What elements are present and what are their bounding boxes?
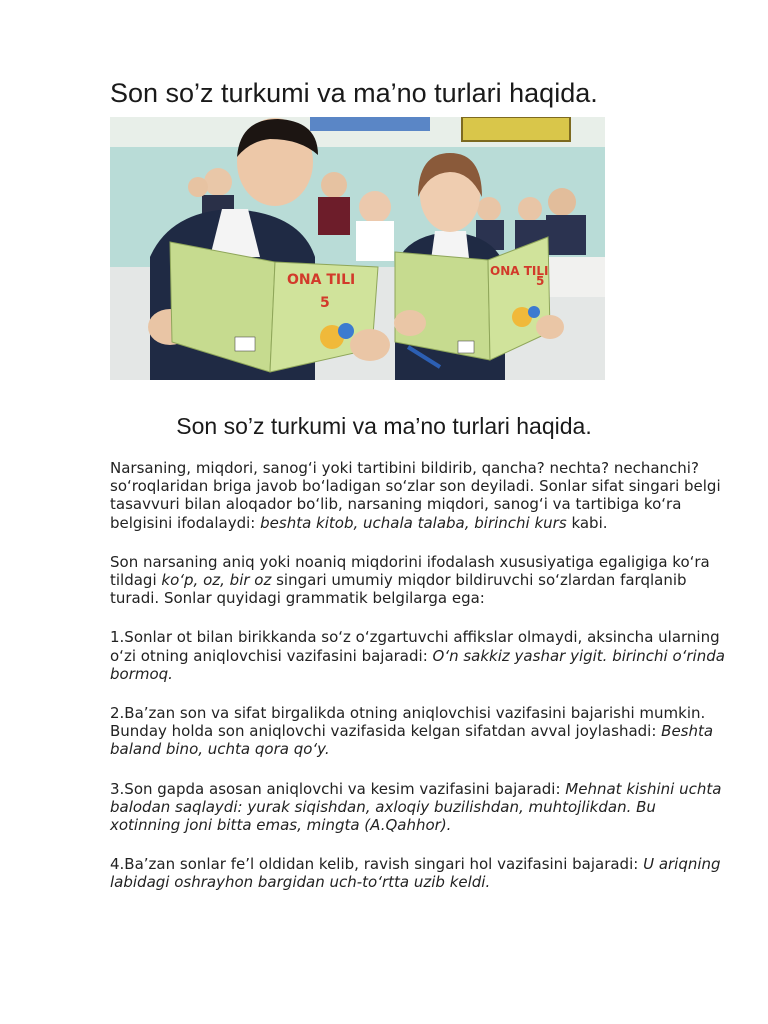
paragraph: 4.Ba’zan sonlar fe’l oldidan kelib, ravish singari hol vazifasini bajaradi: U ariqning labidagi oshrayhon bargidan uch-to‘rtta uzib keldi. xyxy=(110,855,721,892)
paragraph: Narsaning, miqdori, sanog‘i yoki tartibini bildirib, qancha? nechta? nechanchi? so‘roqlaridan briga javob bo‘ladigan so‘zlar son deyiladi. Sonlar sifat singari belgi tasavvuri bilan aloqador bo‘lib, narsaning miqdori, sanog‘i va tartibiga ko‘ra belgisini ifodalaydi: beshta kitob, uchala talaba, birinchi kurs kabi. xyxy=(110,459,721,532)
book-title-text: ONA TILI xyxy=(287,272,356,288)
book-grade-text: 5 xyxy=(320,295,330,311)
paragraph: Son narsaning aniq yoki noaniq miqdorini ifodalash xususiyatiga egaligiga ko‘ra tildagi ko‘p, oz, bir oz singari umumiy miqdor bildiruvchi so‘zlardan farqlanib turadi. Sonlar quyidagi grammatik belgilarga ega: xyxy=(110,552,710,608)
example-text: O‘n sakkiz yashar yigit. birinchi o‘rinda bormoq. xyxy=(110,646,725,683)
classroom-photo xyxy=(110,117,605,380)
paragraph: 1.Sonlar ot bilan birikkanda so‘z o‘zgartuvchi affikslar olmaydi, aksincha ularning o‘zi otning aniqlovchisi vazifasini bajaradi: O‘n sakkiz yashar yigit. birinchi o‘rinda bormoq. xyxy=(110,628,725,683)
wall-poster xyxy=(310,117,430,131)
example-text: U ariqning labidagi oshrayhon bargidan uch-to‘rtta uzib keldi. xyxy=(110,855,721,892)
book-grade-text: 5 xyxy=(536,274,545,288)
wall-poster xyxy=(462,117,570,141)
paragraph: 2.Ba’zan son va sifat birgalikda otning aniqlovchisi vazifasini bajarishi mumkin. Bunday holda son aniqlovchi vazifasida kelgan sifatdan avval joylashadi: Beshta baland bino, uchta qora qo‘y. xyxy=(110,704,714,759)
example-text: Mehnat kishini uchta balodan saqlaydi: yurak siqishdan, axloqiy buzilishdan, muhtojlikdan. Bu xotinning joni bitta emas, mingta (A.Qahhor). xyxy=(110,779,722,835)
example-text: beshta kitob, uchala talaba, birinchi kurs xyxy=(260,513,567,532)
body-text xyxy=(110,459,725,913)
page-title: Son so’z turkumi va ma’no turlari haqida. xyxy=(110,78,598,108)
book-title-text: ONA TILI xyxy=(490,264,549,278)
example-text: Beshta baland bino, uchta qora qo‘y. xyxy=(110,722,714,759)
paragraph: 3.Son gapda asosan aniqlovchi va kesim vazifasini bajaradi: Mehnat kishini uchta balodan saqlaydi: yurak siqishdan, axloqiy buzilishdan, muhtojlikdan. Bu xotinning joni bitta emas, mingta (A.Qahhor). xyxy=(110,779,722,835)
classroom-illustration xyxy=(110,117,605,380)
section-heading: Son so’z turkumi va ma’no turlari haqida. xyxy=(176,413,592,439)
example-text: ko‘p, oz, bir oz xyxy=(161,571,272,590)
